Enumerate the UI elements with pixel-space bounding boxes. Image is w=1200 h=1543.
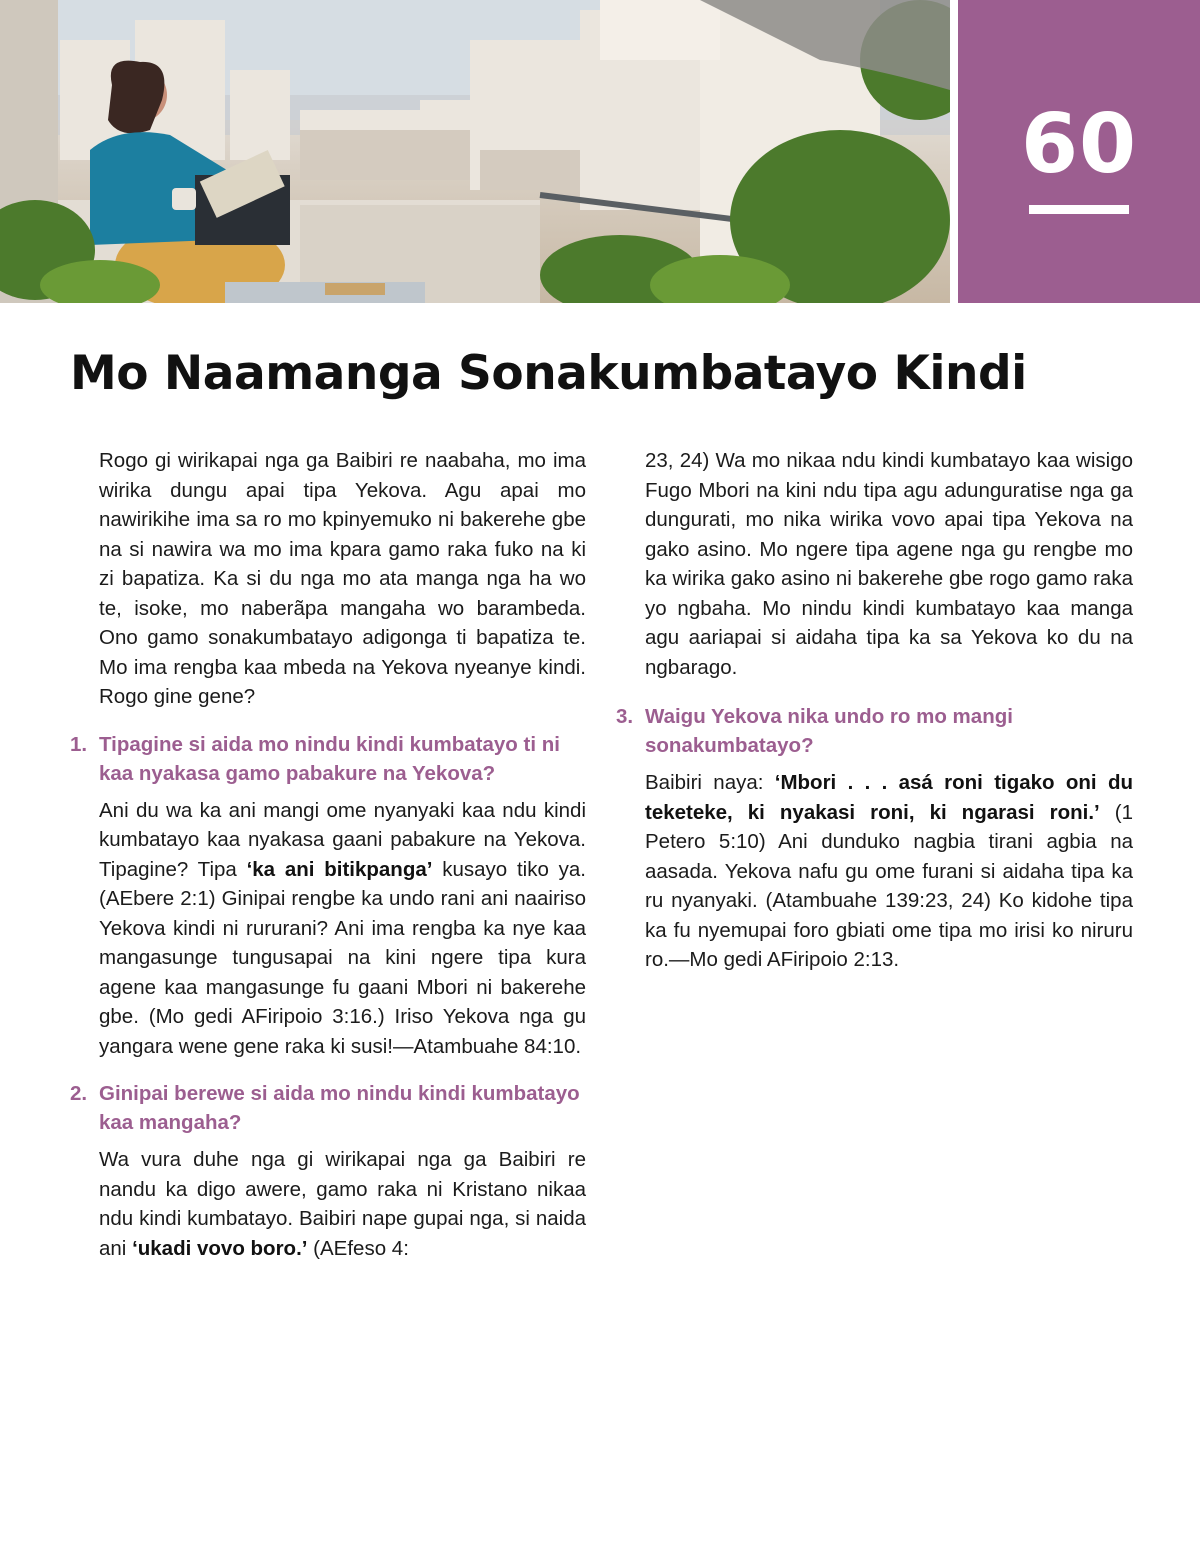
answer-3-text-a: Baibiri naya: — [645, 771, 775, 794]
page-title: Mo Naamanga Sonakumbatayo Kindi — [70, 346, 1027, 401]
answer-2-text-b: (AEfeso 4: — [307, 1236, 409, 1260]
right-column — [616, 446, 1133, 975]
answer-2-quote: ‘ukadi vovo boro.’ — [132, 1236, 308, 1260]
question-1-text: Tipagine si aida mo nindu kindi kumbatayo ti ni kaa nyakasa gamo pabakure na Yekova? — [99, 732, 560, 785]
answer-1-quote: ‘ka ani bitikpanga’ — [246, 857, 433, 881]
answer-3-quote: ‘Mbori . . . asá roni tigako oni du teketeke, ki nyakasi roni, ki ngarasi roni.’ — [645, 771, 1133, 824]
balcony-scene-illustration — [0, 0, 950, 303]
header-photo — [0, 0, 950, 303]
intro-paragraph: Rogo gi wirikapai nga ga Baibiri re naabaha, mo ima wirika dungu apai tipa Yekova. Agu apai mo nawirikihe ima sa ro mo kpinyemuko ni bakerehe gbe na si nawira wa mo ima kpara gamo raka fuko na ki zi bapatiza. Ka si du nga mo ata manga nga ha wo te, isoke, mo naberãpa mangaha wo barambeda. Ono gamo sonakumbatayo adigonga ti bapatiza te. Mo ima rengba kaa mbeda na Yekova nyeanye kindi. Rogo gine gene? — [99, 449, 586, 708]
answer-1-text-a: Ani du wa ka ani mangi ome nyanyaki kaa ndu kindi kumbatayo kaa nyakasa gaani pabakure na Yekova. Tipagine? Tipa — [99, 798, 586, 881]
question-1-number: 1. — [70, 732, 88, 756]
question-2-text: Ginipai berewe si aida mo nindu kindi kumbatayo kaa mangaha? — [99, 1082, 580, 1134]
answer-3-paragraph — [616, 768, 1133, 975]
lesson-number: 60 — [1020, 97, 1138, 192]
answer-2-paragraph — [70, 1145, 586, 1263]
answer-2-continued: 23, 24) Wa mo nikaa ndu kindi kumbatayo kaa wisigo Fugo Mbori na kini ndu tipa agu adunguratise nga ga dungurati, mo nika wirika vovo apai tipa Yekova na gako asino. Mo ngere tipa agene nga gu rengbe mo ka wirika gako asino ni bakerehe gbe rogo gamo raka yo ngbaha. Mo nindu kindi kumbatayo kaa manga agu aariapai si aidaha tipa ka sa Yekova ko du na ngbarago. — [645, 449, 1133, 679]
lesson-number-box — [958, 0, 1200, 303]
question-2 — [70, 1079, 586, 1137]
lesson-number-underline — [1029, 205, 1129, 214]
answer-1-text-b: kusayo tiko ya. (AEbere 2:1) Ginipai rengbe ka undo rani ani naairiso Yekova kindi ni rururani? Ani ima rengba ka nye kaa mangasunge tungusapai na kini ngere tipa kura agene kaa mangasunge fu gaani Mbori ni bakerehe gbe. (Mo gedi AFiripoio 3:16.) Iriso Yekova nga gu yangara wene gene raka ki susi!—Atambuahe 84:10. — [99, 857, 586, 1058]
answer-3-text-b: (1 Petero 5:10) Ani dunduko nagbia tirani agbia na aasada. Yekova nafu gu ome furani si aidaha tipa ka ru nyanyaki. (Atambuahe 139:23, 24) Ko kidohe tipa ka fu nyemupai foro gbiati ome tipa mo irisi ko niruru ro.—Mo gedi AFiripoio 2:13. — [645, 800, 1133, 971]
question-1 — [70, 730, 586, 788]
question-2-number: 2. — [70, 1082, 88, 1105]
answer-2-text-a: Wa vura duhe nga gi wirikapai nga ga Baibiri re nandu ka digo awere, gamo raka ni Kristano nikaa ndu kindi kumbatayo. Baibiri nape gupai nga, si naida ani — [99, 1148, 586, 1260]
answer-1-paragraph — [70, 796, 586, 1062]
question-3 — [616, 702, 1133, 760]
question-3-text: Waigu Yekova nika undo ro mo mangi sonakumbatayo? — [645, 705, 1013, 757]
question-3-number: 3. — [616, 705, 634, 728]
left-column — [70, 446, 586, 1263]
